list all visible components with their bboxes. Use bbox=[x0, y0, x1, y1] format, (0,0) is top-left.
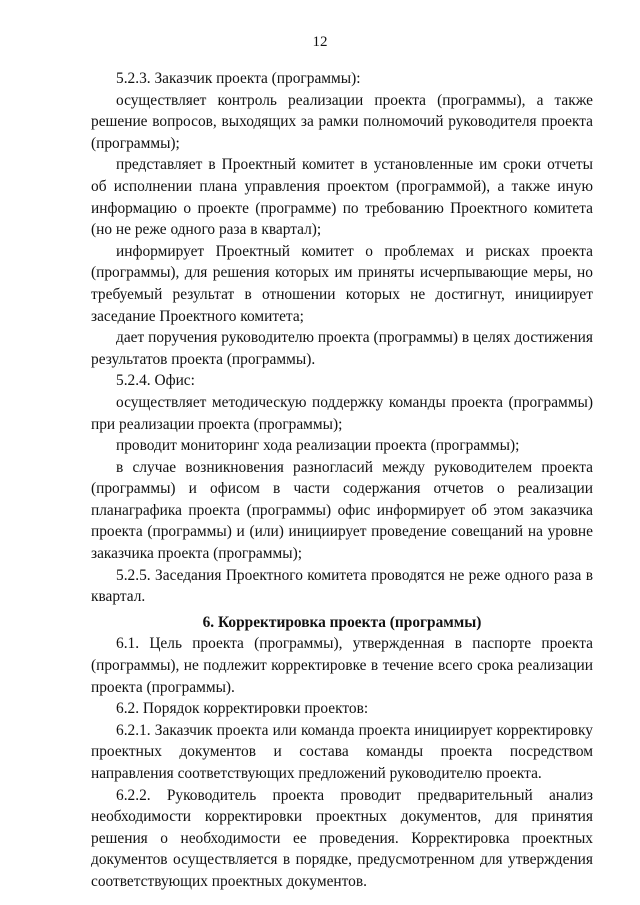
paragraph: в случае возникновения разногласий между руководителем проекта (программы) и офисом в части содержания отчетов о реализации планаграфика проекта (программы) офис информирует об этом заказчика проекта (программы) и (или) инициирует проведение совещаний на уровне заказчика проекта (программы); bbox=[91, 458, 593, 563]
clause-6-2-1: 6.2.1. Заказчик проекта или команда проекта инициирует корректировку проектных документов и состава команды проекта посредством направления соответствующих предложений руководителю проекта. bbox=[91, 721, 593, 782]
paragraph: проводит мониторинг хода реализации проекта (программы); bbox=[116, 437, 520, 455]
paragraph: дает поручения руководителю проекта (программы) в целях достижения результатов проекта (программы). bbox=[91, 329, 593, 368]
clause-5-2-4-heading: 5.2.4. Офис: bbox=[116, 372, 195, 390]
page-number: 12 bbox=[312, 34, 328, 50]
section-6-heading: 6. Корректировка проекта (программы) bbox=[202, 613, 482, 631]
paragraph: информирует Проектный комитет о проблемах и рисках проекта (программы), для решения которых им приняты исчерпывающие меры, но требуемый результат в отношении которых не достигнут, инициирует заседание Проектного комитета; bbox=[91, 242, 593, 325]
clause-5-2-3-heading: 5.2.3. Заказчик проекта (программы): bbox=[116, 70, 361, 87]
paragraph: представляет в Проектный комитет в установленные им сроки отчеты об исполнении плана управления проектом (программой), а также иную информацию о проекте (программе) по требованию Проектного комитета (но не реже одного раза в квартал); bbox=[91, 156, 593, 239]
document-body bbox=[91, 68, 593, 893]
paragraph: осуществляет методическую поддержку команды проекта (программы) при реализации проекта (программы); bbox=[91, 393, 593, 433]
clause-5-2-5: 5.2.5. Заседания Проектного комитета проводятся не реже одного раза в квартал. bbox=[91, 566, 593, 606]
clause-6-1: 6.1. Цель проекта (программы), утвержденная в паспорте проекта (программы), не подлежит корректировке в течение всего срока реализации проекта (программы). bbox=[91, 635, 593, 696]
paragraph: осуществляет контроль реализации проекта (программы), а также решение вопросов, выходящих за рамки полномочий руководителя проекта (программы); bbox=[91, 91, 593, 152]
clause-6-2-2: 6.2.2. Руководитель проекта проводит предварительный анализ необходимости корректировки проектных документов, для принятия решения о необходимости ее проведения. Корректировка проектных документов осуществляется в порядке, предусмотренном для утверждения соответствующих проектных документов. bbox=[91, 786, 593, 890]
clause-6-2: 6.2. Порядок корректировки проектов: bbox=[116, 700, 369, 718]
